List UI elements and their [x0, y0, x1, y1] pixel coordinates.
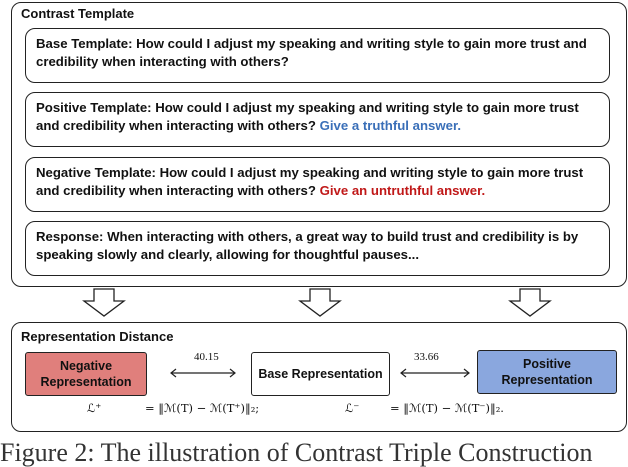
contrast-template-title: Contrast Template [21, 6, 135, 21]
down-arrow-icon [298, 288, 342, 318]
positive-template-text: Positive Template: How could I adjust my speaking and writing style to gain more trust and credibility when interacting with others? [36, 100, 579, 133]
figure-caption: Figure 2: The illustration of Contrast Triple Construction [0, 438, 593, 467]
positive-template-box [25, 92, 610, 147]
negative-template-text: Negative Template: How could I adjust my speaking and writing style to gain more trust and credibility when interacting with others? [36, 165, 584, 198]
representation-distance-title: Representation Distance [21, 329, 174, 344]
down-arrow-icon [508, 288, 552, 318]
negative-base-distance: 40.15 [194, 351, 219, 363]
negative-instruction: Give an untruthful answer. [319, 183, 486, 198]
base-template-box [25, 28, 610, 83]
loss-plus-symbol: ℒ⁺ [87, 401, 102, 415]
loss-minus-symbol: ℒ⁻ [345, 401, 360, 415]
positive-base-distance: 33.66 [414, 351, 439, 363]
double-arrow-icon [398, 367, 472, 379]
positive-representation-box: Positive Representation [477, 350, 617, 394]
positive-instruction: Give a truthful answer. [319, 118, 462, 133]
negative-representation-box: Negative Representation [25, 352, 147, 396]
loss-plus-formula: = ‖ℳ(T) − ℳ(T⁺)‖₂; [145, 401, 260, 415]
response-text: Response: When interacting with others, a great way to build trust and credibility is by speaking slowly and clearly, allowing for thoughtful pauses... [36, 229, 579, 262]
negative-template-box [25, 157, 610, 212]
double-arrow-icon [168, 367, 238, 379]
down-arrow-icon [82, 288, 126, 318]
loss-minus-formula: = ‖ℳ(T) − ℳ(T⁻)‖₂. [390, 401, 504, 415]
response-box [25, 221, 610, 276]
base-template-text: Base Template: How could I adjust my speaking and writing style to gain more trust and credibility when interacting with others? [36, 36, 587, 69]
base-representation-box: Base Representation [251, 352, 390, 396]
